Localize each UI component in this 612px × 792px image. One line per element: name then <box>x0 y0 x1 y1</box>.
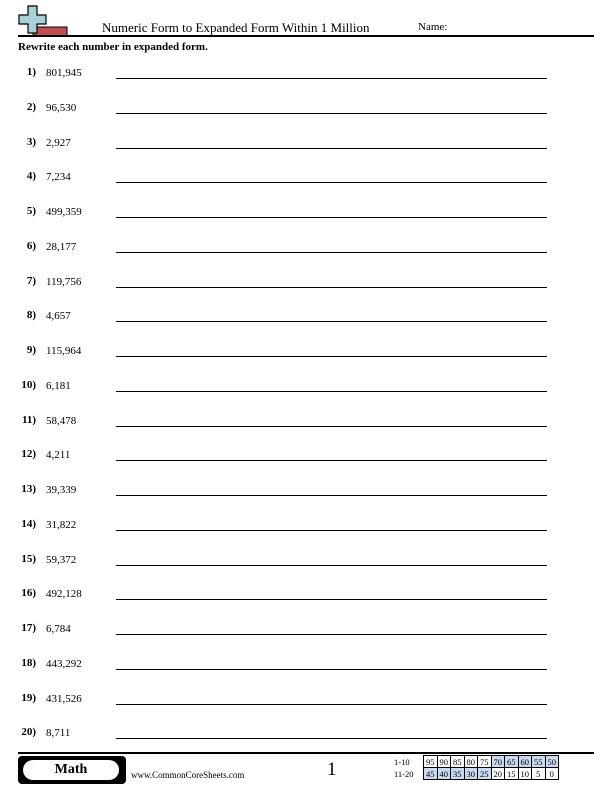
problem-value: 431,526 <box>46 692 82 705</box>
problem-value: 31,822 <box>46 518 77 531</box>
answer-line[interactable] <box>116 148 547 149</box>
answer-line[interactable] <box>116 669 547 670</box>
problem-number: 14) <box>21 517 36 530</box>
problem-row <box>0 612 612 647</box>
score-cell: 75 <box>478 756 492 768</box>
problem-row <box>0 195 612 230</box>
problem-row <box>0 160 612 195</box>
answer-line[interactable] <box>116 530 547 531</box>
score-cell: 55 <box>532 756 546 768</box>
answer-line[interactable] <box>116 460 547 461</box>
problem-number: 11) <box>21 413 36 426</box>
score-cell: 5 <box>532 768 546 780</box>
subject-label: Math <box>23 760 119 780</box>
problem-number: 3) <box>26 135 36 148</box>
answer-line[interactable] <box>116 495 547 496</box>
score-row <box>394 768 559 780</box>
page-number: 1 <box>327 759 337 780</box>
problem-number: 1) <box>26 66 36 78</box>
problem-number: 18) <box>21 656 36 669</box>
problem-value: 58,478 <box>46 414 77 427</box>
problem-number: 16) <box>21 587 36 600</box>
problem-row <box>0 299 612 334</box>
problem-value: 59,372 <box>46 553 77 566</box>
problem-row <box>0 577 612 612</box>
problem-number: 15) <box>21 552 36 565</box>
score-cell: 45 <box>424 768 438 780</box>
problem-row <box>0 369 612 404</box>
problem-value: 2,927 <box>46 136 71 149</box>
problem-number: 4) <box>26 170 36 183</box>
problem-row <box>0 647 612 682</box>
answer-line[interactable] <box>116 217 547 218</box>
problem-row <box>0 334 612 369</box>
score-cell: 95 <box>424 756 438 768</box>
problem-value: 39,339 <box>46 484 77 496</box>
problem-value: 96,530 <box>46 101 77 114</box>
problem-number: 9) <box>26 344 36 356</box>
score-table <box>394 755 559 780</box>
answer-line[interactable] <box>116 565 547 566</box>
page-title: Numeric Form to Expanded Form Within 1 Million <box>102 20 370 35</box>
answer-line[interactable] <box>116 426 547 427</box>
problem-row <box>0 404 612 439</box>
problem-value: 115,964 <box>46 345 82 357</box>
answer-line[interactable] <box>116 738 547 739</box>
problem-row <box>0 508 612 543</box>
score-cell: 50 <box>545 756 559 768</box>
score-cell: 70 <box>491 756 505 768</box>
score-row <box>394 756 559 768</box>
header-rule <box>18 35 594 37</box>
problem-list <box>0 56 612 751</box>
problem-row <box>0 543 612 578</box>
answer-line[interactable] <box>116 356 547 357</box>
problem-value: 492,128 <box>46 588 82 601</box>
score-cell: 30 <box>464 768 478 780</box>
plus-cross-icon <box>18 5 68 37</box>
instructions: Rewrite each number in expanded form. <box>18 41 208 53</box>
score-cell: 90 <box>437 756 451 768</box>
problem-value: 4,657 <box>46 310 71 323</box>
problem-value: 28,177 <box>46 240 77 253</box>
answer-line[interactable] <box>116 113 547 114</box>
problem-number: 5) <box>26 205 36 217</box>
problem-value: 6,181 <box>46 379 71 392</box>
problem-row <box>0 438 612 473</box>
problem-value: 119,756 <box>46 275 82 288</box>
subject-badge <box>18 756 126 784</box>
problem-number: 10) <box>21 378 36 391</box>
score-cell: 85 <box>451 756 465 768</box>
answer-line[interactable] <box>116 182 547 183</box>
problem-row <box>0 716 612 751</box>
website-link[interactable]: www.CommonCoreSheets.com <box>131 770 245 780</box>
answer-line[interactable] <box>116 287 547 288</box>
score-cell: 20 <box>491 768 505 780</box>
problem-value: 8,711 <box>46 727 71 740</box>
problem-number: 2) <box>26 100 36 113</box>
answer-line[interactable] <box>116 321 547 322</box>
problem-number: 12) <box>21 448 36 461</box>
problem-value: 443,292 <box>46 657 82 670</box>
logo <box>18 5 68 37</box>
score-cell: 25 <box>478 768 492 780</box>
answer-line[interactable] <box>116 252 547 253</box>
problem-row <box>0 91 612 126</box>
problem-number: 7) <box>26 274 36 287</box>
score-range: 1-10 <box>394 756 410 767</box>
problem-row <box>0 230 612 265</box>
answer-line[interactable] <box>116 704 547 705</box>
problem-number: 8) <box>26 309 36 322</box>
problem-number: 19) <box>21 691 36 704</box>
answer-line[interactable] <box>116 78 547 79</box>
problem-value: 6,784 <box>46 623 71 635</box>
score-cell: 80 <box>464 756 478 768</box>
problem-value: 7,234 <box>46 171 71 184</box>
problem-value: 801,945 <box>46 67 82 79</box>
problem-number: 13) <box>21 483 36 495</box>
score-cell: 10 <box>518 768 532 780</box>
problem-value: 499,359 <box>46 206 82 218</box>
score-cell: 60 <box>518 756 532 768</box>
problem-row <box>0 682 612 717</box>
problem-number: 17) <box>21 622 36 634</box>
footer-rule <box>18 752 594 754</box>
answer-line[interactable] <box>116 634 547 635</box>
score-cell: 15 <box>505 768 519 780</box>
problem-row <box>0 126 612 161</box>
score-cell: 65 <box>505 756 519 768</box>
score-cell: 35 <box>451 768 465 780</box>
problem-row <box>0 265 612 300</box>
score-cell: 40 <box>437 768 451 780</box>
score-range: 11-20 <box>394 768 414 779</box>
problem-row <box>0 56 612 91</box>
problem-value: 4,211 <box>46 449 71 462</box>
problem-number: 20) <box>21 726 36 739</box>
problem-number: 6) <box>26 239 36 252</box>
score-cell: 0 <box>545 768 559 780</box>
answer-line[interactable] <box>116 391 547 392</box>
name-label: Name: <box>418 21 448 33</box>
answer-line[interactable] <box>116 599 547 600</box>
problem-row <box>0 473 612 508</box>
